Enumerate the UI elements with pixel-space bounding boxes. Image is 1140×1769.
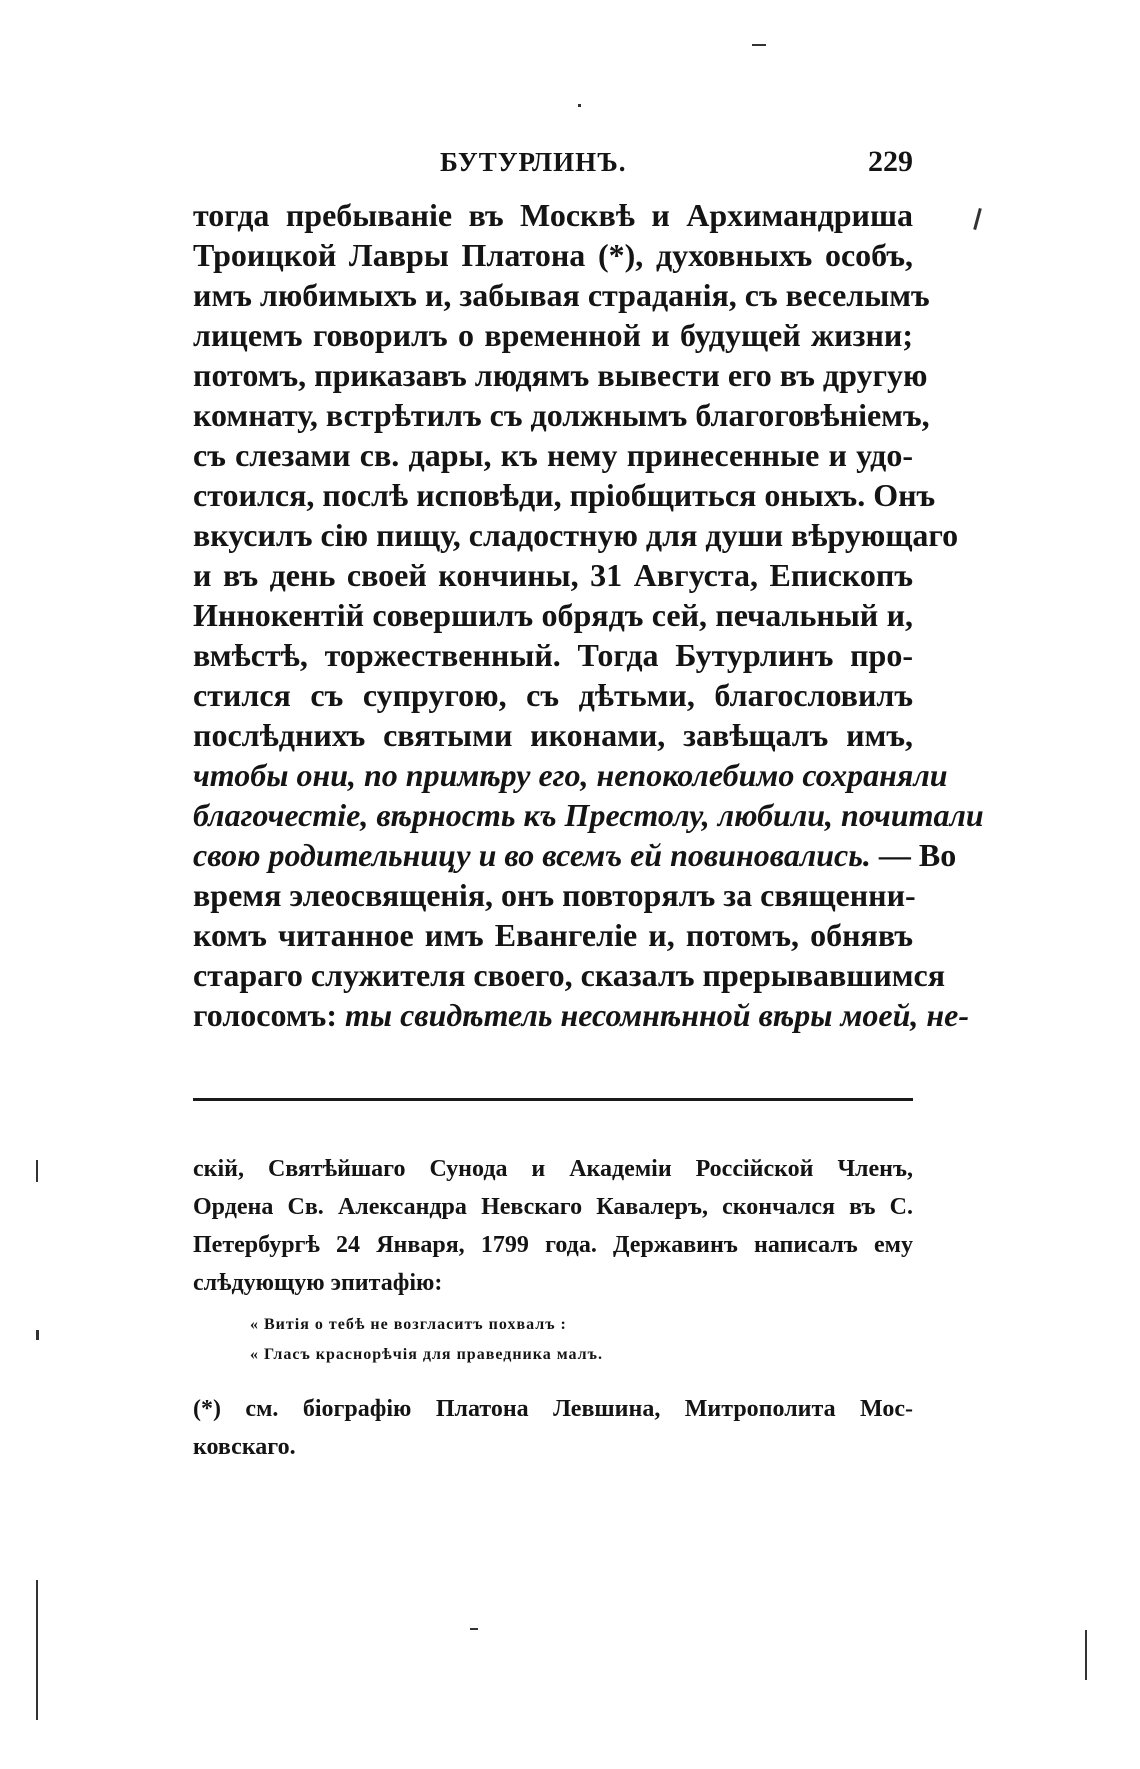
plain-segment: — Во xyxy=(870,837,957,873)
scan-mark xyxy=(36,1580,38,1720)
text-line-italic: чтобы они, по примѣру его, непоколебимо сохраняли xyxy=(193,757,948,793)
scan-mark xyxy=(1085,1630,1087,1680)
running-head: БУТУРЛИНЪ. xyxy=(440,147,627,177)
main-text xyxy=(193,195,984,1035)
scan-mark xyxy=(578,104,581,107)
text-line: стился съ супругою, съ дѣтьми, благословилъ xyxy=(193,677,913,713)
text-line: вкусилъ сію пищу, сладостную для души вѣрующаго xyxy=(193,517,959,553)
footnote-line: слѣдующую эпитафію: xyxy=(193,1270,443,1296)
scan-mark xyxy=(36,1160,38,1182)
text-line: съ слезами св. дары, къ нему принесенные и удо- xyxy=(193,437,913,473)
text-line: стоился, послѣ исповѣди, пріобщиться оныхъ. Онъ xyxy=(193,477,936,513)
text-line: комъ читанное имъ Евангеліе и, потомъ, обнявъ xyxy=(193,917,913,953)
footnote-line: Петербургѣ 24 Января, 1799 года. Державинъ написалъ ему xyxy=(193,1232,913,1258)
epitaph-quote xyxy=(250,1310,710,1370)
footnote-line: (*) см. біографію Платона Левшина, Митрополита Мос- xyxy=(193,1396,913,1422)
footnote-continuation xyxy=(193,1150,913,1302)
text-line: послѣднихъ святыми иконами, завѣщалъ имъ, xyxy=(193,717,913,753)
page-header xyxy=(193,145,913,185)
text-line: лицемъ говорилъ о временной и будущей жизни; xyxy=(193,317,913,353)
page-number: 229 xyxy=(868,145,913,178)
text-line: Иннокентій совершилъ обрядъ сей, печальный и, xyxy=(193,597,913,633)
text-line: комнату, встрѣтилъ съ должнымъ благоговѣніемъ, xyxy=(193,397,930,433)
text-line: время элеосвященія, онъ повторялъ за священни- xyxy=(193,877,916,913)
text-line-mixed xyxy=(193,835,957,875)
footnote-platon xyxy=(193,1390,913,1466)
footnote-divider xyxy=(193,1098,913,1101)
italic-segment: свою родительницу и во всемъ ей повиновались. xyxy=(193,837,871,873)
footnote-line: Ордена Св. Александра Невскаго Кавалеръ, скончался въ С. xyxy=(193,1194,913,1220)
scan-mark xyxy=(36,1330,39,1340)
epitaph-line: « Витія о тебѣ не возгласитъ похвалъ : xyxy=(250,1316,567,1333)
text-line: вмѣстѣ, торжественный. Тогда Бутурлинъ про- xyxy=(193,637,913,673)
text-line-italic: благочестіе, вѣрность къ Престолу, любили, почитали xyxy=(193,797,984,833)
footnote-line: скій, Святѣйшаго Сунода и Академіи Россійской Членъ, xyxy=(193,1156,913,1182)
plain-segment: голосомъ: xyxy=(193,997,345,1033)
epitaph-line: « Гласъ краснорѣчія для праведника малъ. xyxy=(250,1346,603,1363)
text-line: стараго служителя своего, сказалъ прерывавшимся xyxy=(193,957,946,993)
text-line: тогда пребываніе въ Москвѣ и Архимандриша xyxy=(193,197,913,233)
text-line: потомъ, приказавъ людямъ вывести его въ другую xyxy=(193,357,928,393)
text-line: и въ день своей кончины, 31 Августа, Епископъ xyxy=(193,557,913,593)
italic-segment: ты свидѣтель несомнѣнной вѣры моей, не- xyxy=(344,997,969,1033)
scan-mark xyxy=(752,44,766,46)
footnote-line: ковскаго. xyxy=(193,1434,296,1460)
text-line: имъ любимыхъ и, забывая страданія, съ веселымъ xyxy=(193,277,930,313)
text-line: Троицкой Лавры Платона (*), духовныхъ особъ, xyxy=(193,237,913,273)
text-line-mixed xyxy=(193,995,969,1035)
scan-mark xyxy=(470,1628,478,1630)
scan-mark xyxy=(973,208,982,230)
